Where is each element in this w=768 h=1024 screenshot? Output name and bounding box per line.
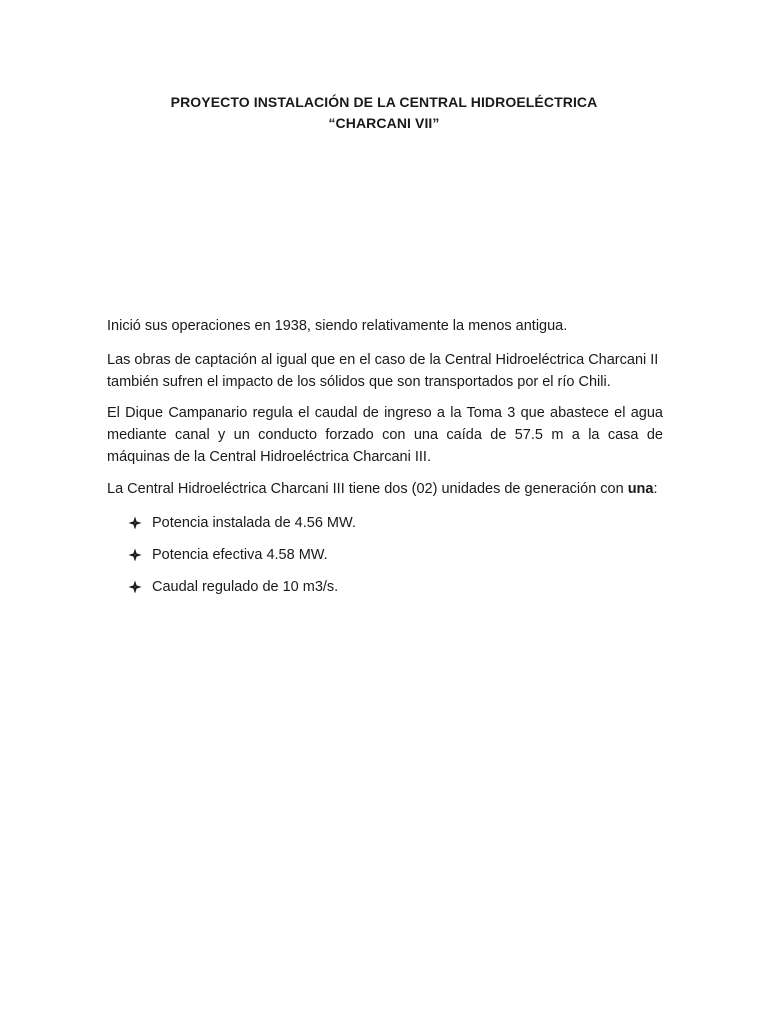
paragraph-2: Las obras de captación al igual que en el caso de la Central Hidroeléctrica Charcani II también sufren el impacto de los sólidos que son transportados por el río Chili.: [107, 352, 659, 390]
paragraph-3: El Dique Campanario regula el caudal de ingreso a la Toma 3 que abastece el agua mediante canal y un conducto forzado con una caída de 57.5 m a la casa de máquinas de la Central Hidroeléctrica Charcani III.: [107, 405, 663, 465]
paragraph-1: Inició sus operaciones en 1938, siendo relativamente la menos antigua.: [107, 318, 568, 334]
bullet-text: Potencia efectiva 4.58 MW.: [152, 547, 328, 563]
paragraph-4-suffix: :: [653, 481, 658, 497]
bullet-item: [128, 544, 648, 566]
diamond-bullet-icon: [128, 516, 142, 530]
paragraph-4-bold: una: [627, 481, 654, 497]
bullet-item: [128, 512, 648, 534]
diamond-bullet-icon: [128, 548, 142, 562]
document-title-line1: PROYECTO INSTALACIÓN DE LA CENTRAL HIDROELÉCTRICA: [170, 94, 598, 110]
document-title-line2: “CHARCANI VII”: [328, 115, 440, 131]
bullet-list: [128, 512, 648, 608]
bullet-item: [128, 576, 648, 598]
bullet-text: Potencia instalada de 4.56 MW.: [152, 515, 356, 531]
paragraph-4: [107, 478, 663, 500]
paragraph-4-text: La Central Hidroeléctrica Charcani III tiene dos (02) unidades de generación con: [107, 481, 628, 497]
bullet-text: Caudal regulado de 10 m3/s.: [152, 579, 339, 595]
diamond-bullet-icon: [128, 580, 142, 594]
